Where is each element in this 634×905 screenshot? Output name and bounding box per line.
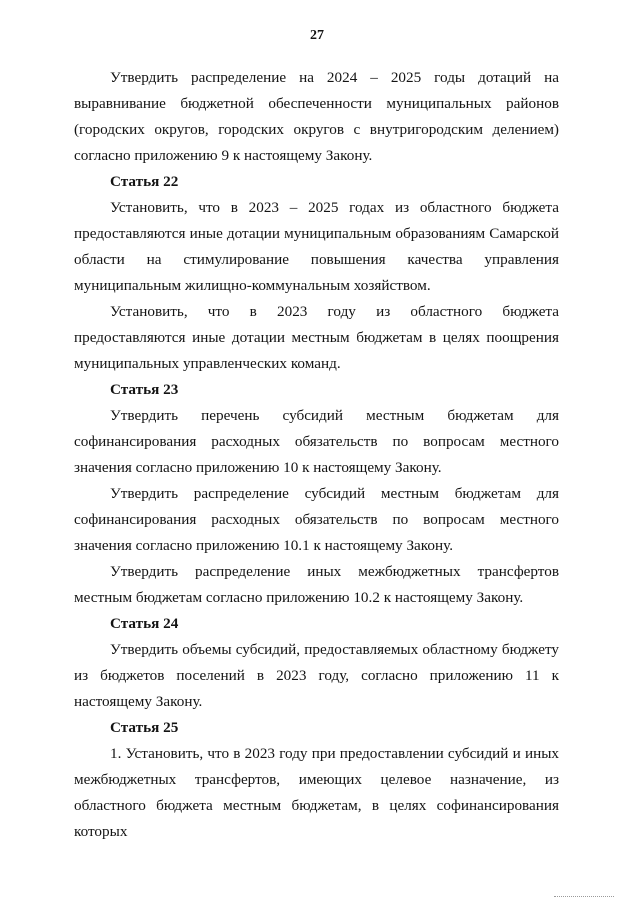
paragraph: Утвердить объемы субсидий, предоставляемых областному бюджету из бюджетов поселений в 2023 году, согласно приложению 11 к настоящему Закону.: [74, 641, 559, 710]
page-number: 27: [310, 28, 324, 43]
article-heading: Статья 25: [110, 719, 179, 736]
article-heading: Статья 23: [110, 381, 179, 398]
document-body: [74, 65, 559, 845]
paragraph: 1. Установить, что в 2023 году при предоставлении субсидий и иных межбюджетных трансфертов, имеющих целевое назначение, из областного бюджета местным бюджетам, в целях софинансирования которых: [74, 745, 559, 840]
paragraph: Установить, что в 2023 – 2025 годах из областного бюджета предоставляются иные дотации муниципальным образованиям Самарской области на стимулирование повышения качества управления муниципальным жилищно-коммунальным хозяйством.: [74, 199, 559, 294]
paragraph: Утвердить перечень субсидий местным бюджетам для софинансирования расходных обязательств по вопросам местного значения согласно приложению 10 к настоящему Закону.: [74, 407, 559, 476]
scan-artifact: [554, 892, 614, 897]
article-heading: Статья 22: [110, 173, 179, 190]
paragraph: Утвердить распределение субсидий местным бюджетам для софинансирования расходных обязательств по вопросам местного значения согласно приложению 10.1 к настоящему Закону.: [74, 485, 559, 554]
paragraph: Утвердить распределение на 2024 – 2025 годы дотаций на выравнивание бюджетной обеспеченности муниципальных районов (городских округов, городских округов с внутригородским делением) согласно приложению 9 к настоящему Закону.: [74, 69, 559, 164]
article-heading: Статья 24: [110, 615, 179, 632]
paragraph: Установить, что в 2023 году из областного бюджета предоставляются иные дотации местным бюджетам в целях поощрения муниципальных управленческих команд.: [74, 303, 559, 372]
paragraph: Утвердить распределение иных межбюджетных трансфертов местным бюджетам согласно приложению 10.2 к настоящему Закону.: [74, 563, 559, 606]
